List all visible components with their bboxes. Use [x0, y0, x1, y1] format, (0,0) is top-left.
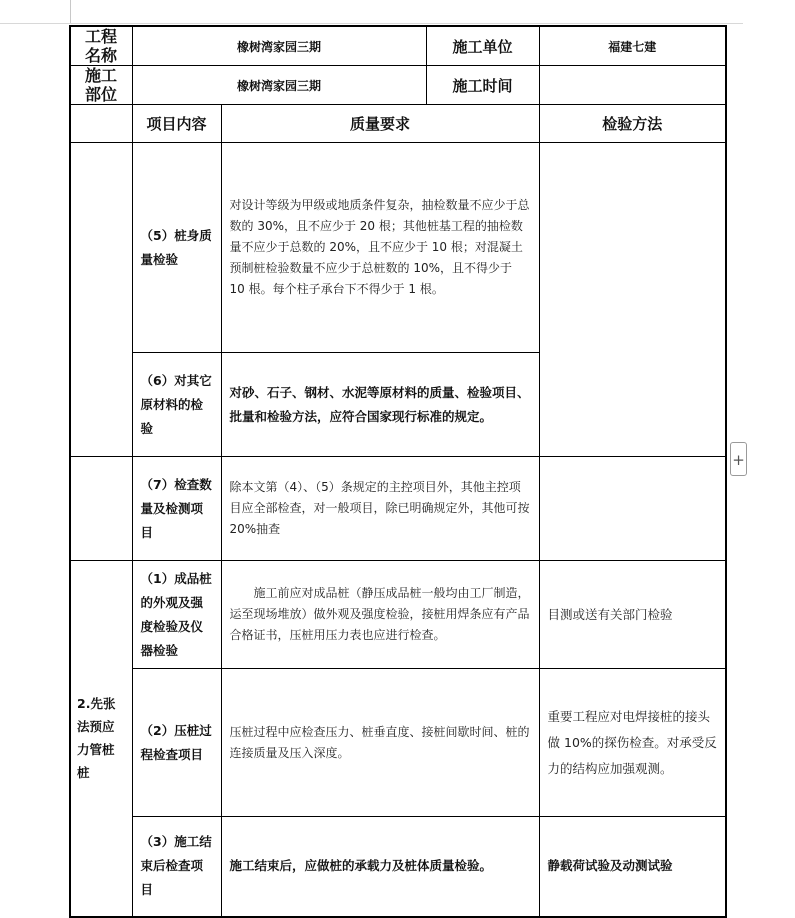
table-row: [70, 669, 726, 817]
method-cell-empty: [539, 143, 726, 457]
header-row-part: [70, 66, 726, 105]
category-cell-empty: [70, 143, 132, 457]
time-value: [539, 66, 726, 105]
requirement-cell: 压桩过程中应检查压力、桩垂直度、接桩间歇时间、桩的连接质量及压入深度。: [221, 669, 539, 817]
method-cell: 重要工程应对电焊接桩的接头做 10%的探伤检查。对承受反力的结构应加强观测。: [539, 669, 726, 817]
header-row-project: [70, 26, 726, 66]
table-row: [70, 817, 726, 917]
table-row: [70, 143, 726, 353]
requirement-cell: 对砂、石子、钢材、水泥等原材料的质量、检验项目、批量和检验方法，应符合国家现行标准的规定。: [221, 353, 539, 457]
method-column-header: 检验方法: [539, 105, 726, 143]
method-cell: 静载荷试验及动测试验: [539, 817, 726, 917]
unit-label: 施工单位: [426, 26, 539, 66]
column-header-row: [70, 105, 726, 143]
item-cell: （5）桩身质量检验: [132, 143, 221, 353]
method-cell: [539, 457, 726, 561]
requirement-cell: 施工结束后，应做桩的承载力及桩体质量检验。: [221, 817, 539, 917]
item-column-header: 项目内容: [132, 105, 221, 143]
part-label: 施工部位: [70, 66, 132, 105]
table-row: [70, 457, 726, 561]
requirement-cell: 施工前应对成品桩（静压成品桩一般均由工厂制造，运至现场堆放）做外观及强度检验，接桩用焊条应有产品合格证书，压桩用压力表也应进行检查。: [221, 561, 539, 669]
item-cell: （2）压桩过程检查项目: [132, 669, 221, 817]
requirement-cell: 对设计等级为甲级或地质条件复杂，抽检数量不应少于总数的 30%，且不应少于 20 根；其他桩基工程的抽检数量不应少于总数的 20%，且不应少于 10 根；对混凝土预制桩检验数量不应少于总桩数的 10%，且不得少于 10 根。每个柱子承台下不得少于 1 根。: [221, 143, 539, 353]
category-cell: 2.先张法预应力管桩桩: [70, 561, 132, 917]
category-cell-empty: [70, 457, 132, 561]
item-cell: （6）对其它原材料的检验: [132, 353, 221, 457]
item-cell: （3）施工结束后检查项目: [132, 817, 221, 917]
unit-value: 福建七建: [539, 26, 726, 66]
page-margin-guide-vertical: [70, 0, 71, 24]
requirement-column-header: 质量要求: [221, 105, 539, 143]
quality-inspection-table: [69, 25, 727, 918]
time-label: 施工时间: [426, 66, 539, 105]
project-name-label: 工程名称: [70, 26, 132, 66]
add-row-button[interactable]: +: [730, 442, 747, 476]
requirement-cell: 除本文第（4）、（5）条规定的主控项目外，其他主控项目应全部检查，对一般项目，除已明确规定外，其他可按 20%抽查: [221, 457, 539, 561]
part-value: 橡树湾家园三期: [132, 66, 426, 105]
item-cell: （7）检查数量及检测项目: [132, 457, 221, 561]
page-margin-guide-horizontal: [0, 23, 743, 24]
method-cell: 目测或送有关部门检验: [539, 561, 726, 669]
table-row: [70, 561, 726, 669]
item-cell: （1）成品桩的外观及强度检验及仪器检验: [132, 561, 221, 669]
category-header-empty: [70, 105, 132, 143]
project-name-value: 橡树湾家园三期: [132, 26, 426, 66]
